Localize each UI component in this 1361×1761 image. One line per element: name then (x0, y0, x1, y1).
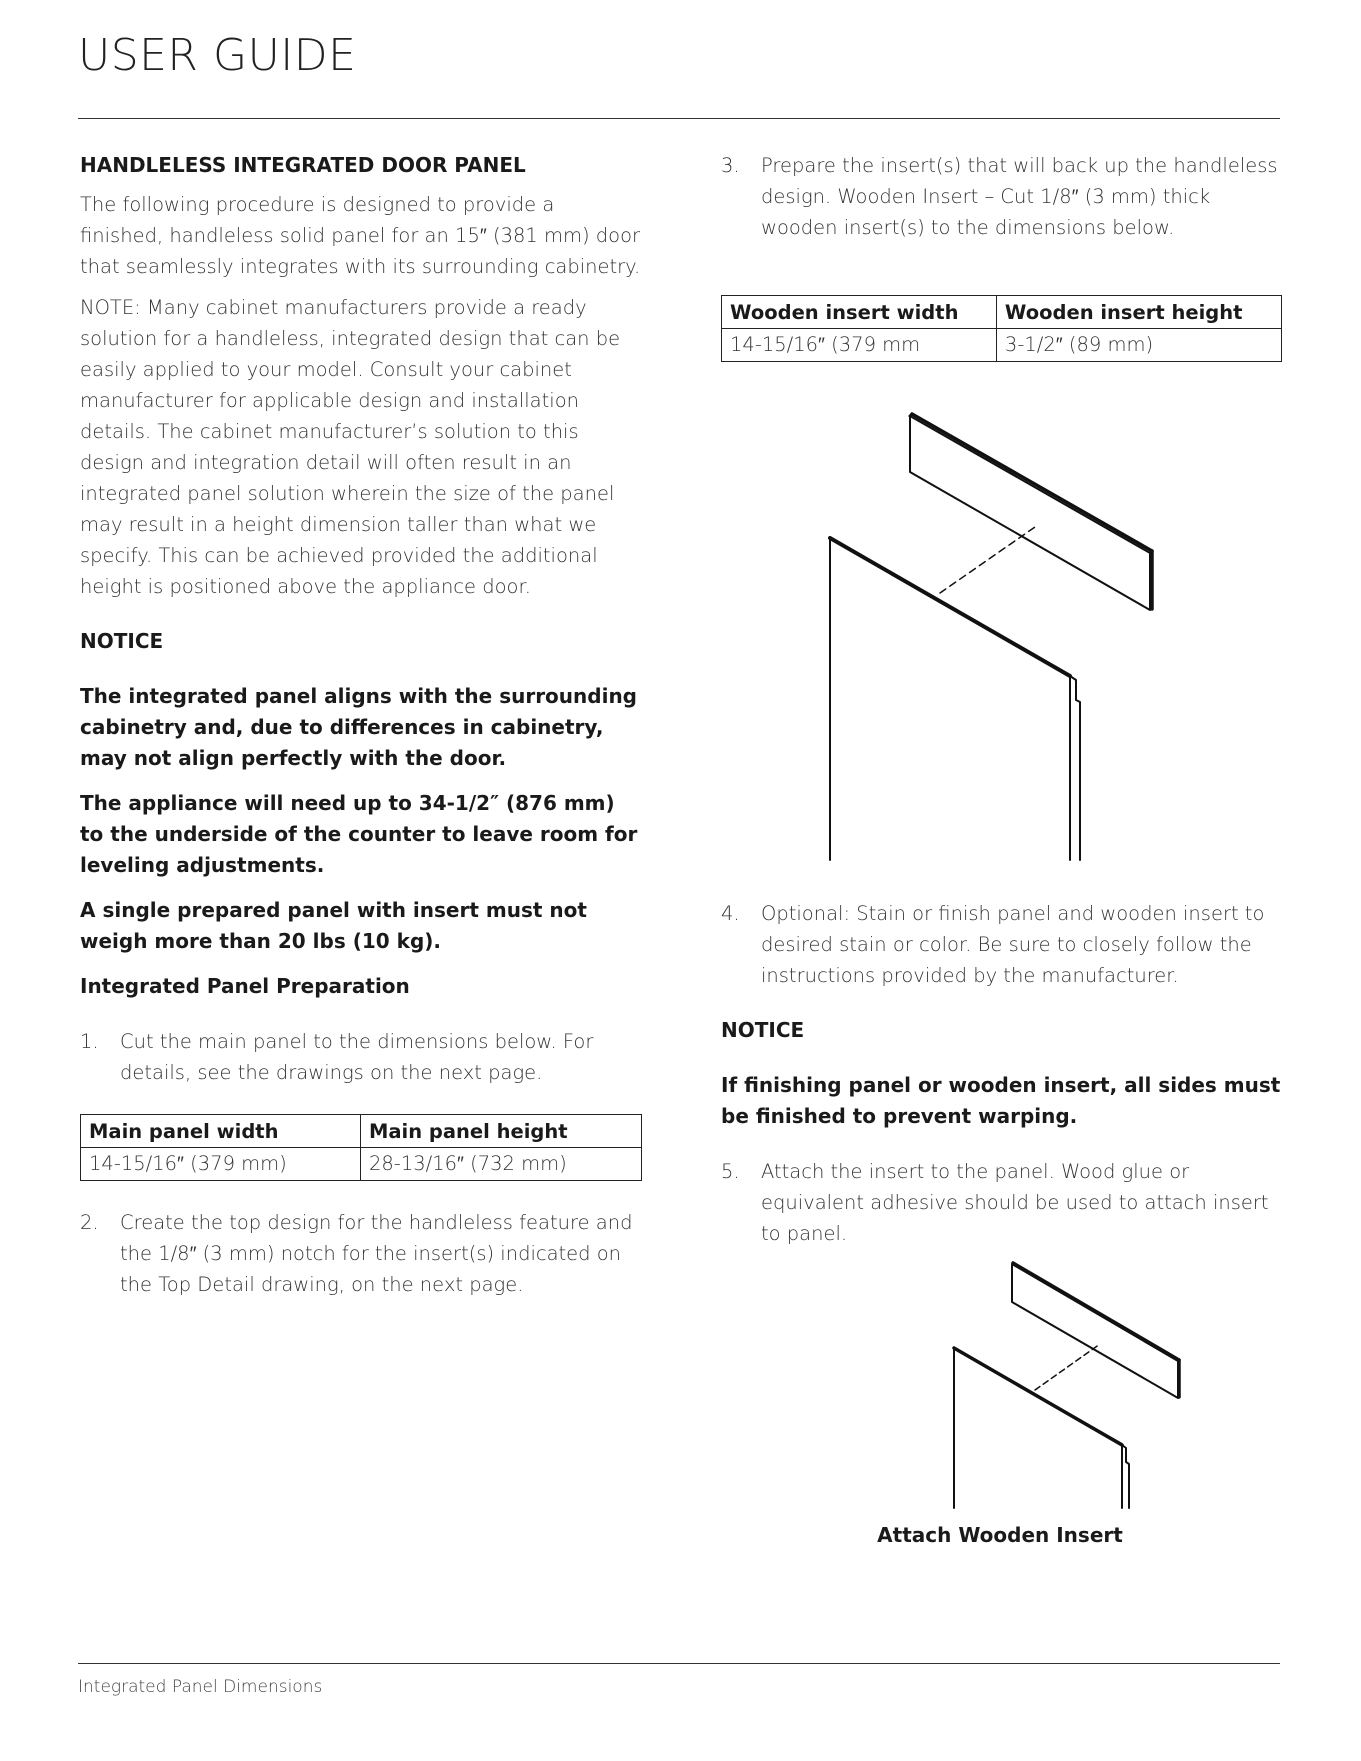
step-5 (721, 1156, 1282, 1249)
right-column (721, 150, 1282, 362)
main-panel-shape (954, 1348, 1122, 1508)
table-header-cell: Main panel width (81, 1115, 361, 1148)
table-cell: 28-13/16″ (732 mm) (360, 1148, 641, 1181)
alignment-guide (1035, 1344, 1100, 1390)
step-text: Prepare the insert(s) that will back up the handleless design. Wooden Insert – Cut 1/8″ (3 mm) thick wooden insert(s) to the dimensions below. (761, 154, 1278, 239)
table-header-row (722, 296, 1282, 329)
step-number: 4. (721, 902, 740, 925)
page-footer: Integrated Panel Dimensions (78, 1677, 323, 1697)
step-3 (721, 150, 1282, 243)
step-text: Attach the insert to the panel. Wood glue or equivalent adhesive should be used to attach insert to panel. (761, 1160, 1269, 1245)
notice-item-1: The integrated panel aligns with the surrounding cabinetry and, due to differences in cabinetry, may not align perfectly with the door. (80, 684, 638, 770)
intro-paragraph: The following procedure is designed to provide a finished, handleless solid panel for an 15″ (381 mm) door that seamlessly integrates with its surrounding cabinetry. (80, 193, 641, 278)
wooden-insert-table (721, 295, 1282, 362)
step-number: 1. (80, 1030, 99, 1053)
step-1 (80, 1026, 642, 1088)
step-text: Create the top design for the handleless feature and the 1/8″ (3 mm) notch for the insert(s) indicated on the Top Detail drawing, on the next page. (120, 1211, 633, 1296)
table-cell: 3-1/2″ (89 mm) (996, 329, 1281, 362)
table-header-cell: Main panel height (360, 1115, 641, 1148)
main-panel-table (80, 1114, 642, 1181)
wooden-insert-shape (910, 416, 1150, 610)
step-2 (80, 1207, 642, 1300)
notice-item-3: A single prepared panel with insert must not weigh more than 20 lbs (10 kg). (80, 898, 587, 953)
step-text: Cut the main panel to the dimensions below. For details, see the drawings on the next page. (120, 1030, 594, 1084)
table-header-cell: Wooden insert height (996, 296, 1281, 329)
table-header-row (81, 1115, 642, 1148)
alignment-guide (940, 527, 1035, 593)
notice-finishing: If finishing panel or wooden insert, all sides must be finished to prevent warping. (721, 1073, 1281, 1128)
notice-label: NOTICE (721, 1018, 805, 1042)
table-header-cell: Wooden insert width (722, 296, 997, 329)
table-cell: 14-15/16″ (379 mm) (81, 1148, 361, 1181)
note-paragraph: NOTE: Many cabinet manufacturers provide a ready solution for a handleless, integrated design that can be easily applied to your model. Consult your cabinet manufacturer for applicable design and installation details. The cabinet manufacturer’s solution to this design and integration detail will often result in an integrated panel solution wherein the size of the panel may result in a height dimension taller than what we specify. This can be achieved provided the additional height is positioned above the appliance door. (80, 296, 621, 598)
step-4 (721, 898, 1282, 991)
step-number: 2. (80, 1211, 99, 1234)
insert-panel-diagram (820, 410, 1160, 870)
header-rule (78, 118, 1280, 119)
step-number: 3. (721, 154, 740, 177)
wooden-insert-shape (1012, 1264, 1178, 1398)
figure-caption: Attach Wooden Insert (877, 1523, 1123, 1547)
attach-insert-diagram (945, 1258, 1185, 1518)
page-title: USER GUIDE (78, 30, 357, 81)
prep-heading: Integrated Panel Preparation (80, 974, 410, 998)
footer-rule (78, 1663, 1280, 1664)
step-number: 5. (721, 1160, 740, 1183)
right-column-lower (721, 898, 1282, 1249)
table-cell: 14-15/16″ (379 mm (722, 329, 997, 362)
section-heading: HANDLELESS INTEGRATED DOOR PANEL (80, 153, 526, 177)
table-row (81, 1148, 642, 1181)
left-column (80, 150, 642, 1300)
table-row (722, 329, 1282, 362)
step-text: Optional: Stain or finish panel and wooden insert to desired stain or color. Be sure to closely follow the instructions provided by the manufacturer. (761, 902, 1265, 987)
notice-item-2: The appliance will need up to 34-1/2″ (876 mm) to the underside of the counter to leave room for leveling adjustments. (80, 791, 638, 877)
notice-label: NOTICE (80, 629, 164, 653)
